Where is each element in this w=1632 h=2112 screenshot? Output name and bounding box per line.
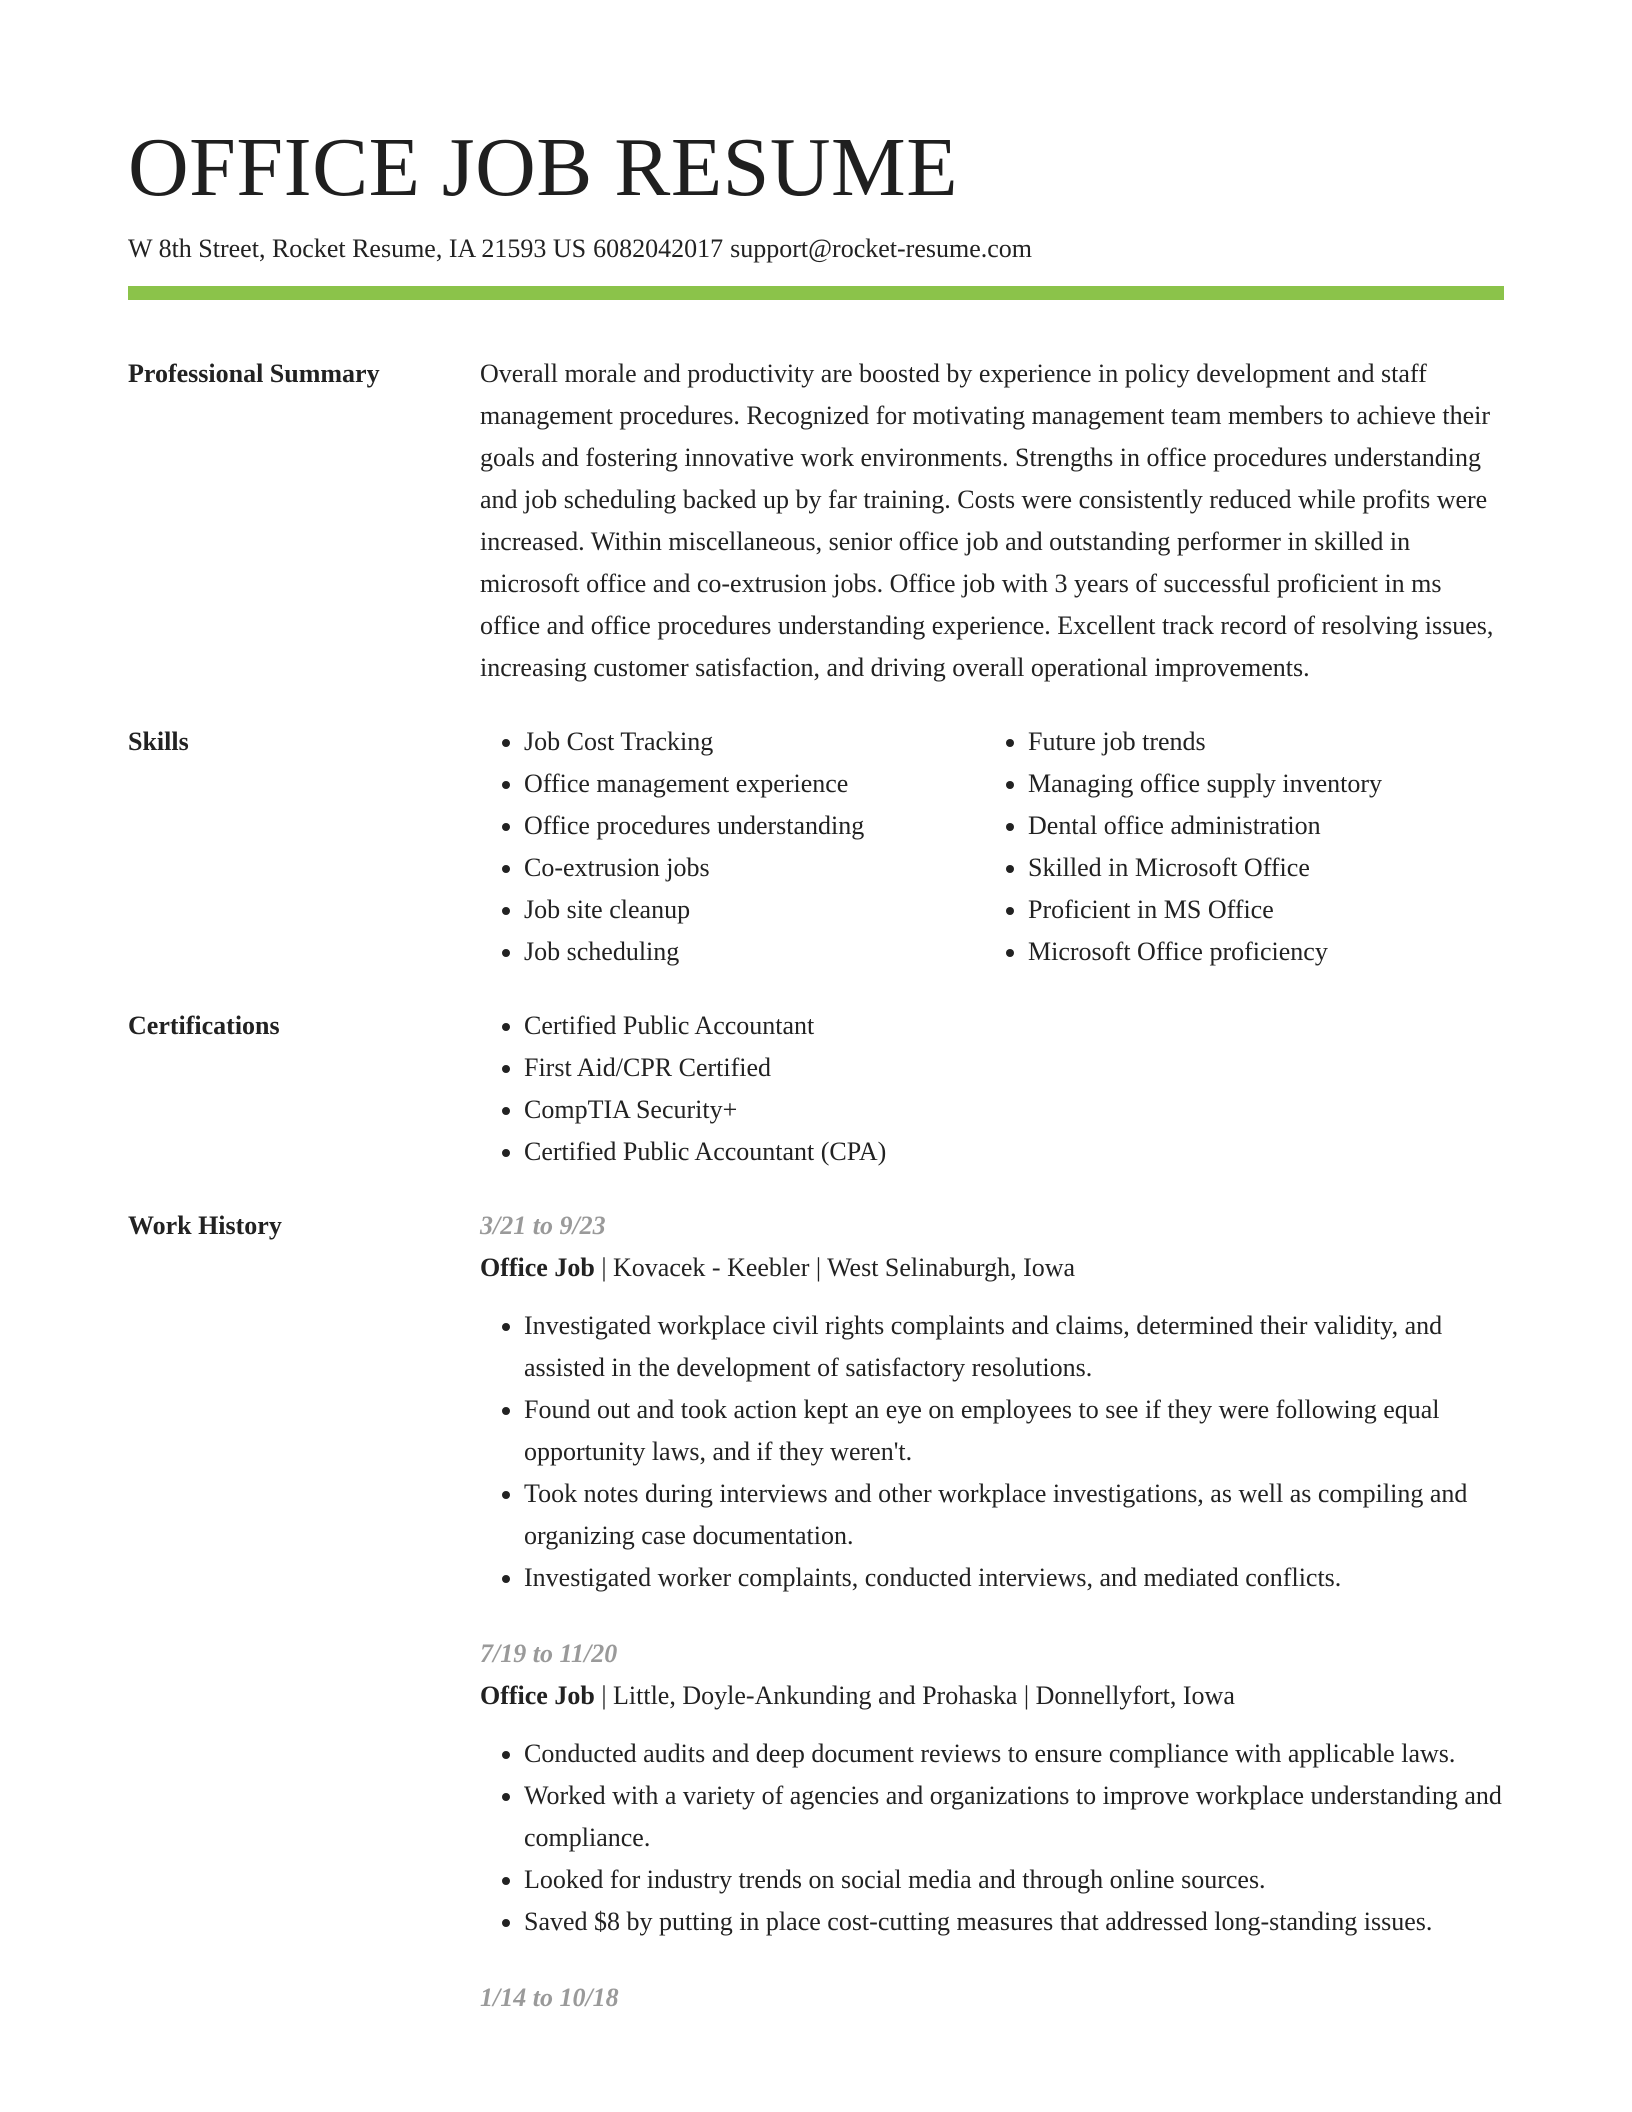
contact-email: support@rocket-resume.com bbox=[730, 234, 1033, 263]
skill-item: • Office procedures understanding bbox=[524, 805, 984, 847]
job-dates: 3/21 to 9/23 bbox=[480, 1211, 606, 1240]
certification-item: • CompTIA Security+ bbox=[524, 1089, 1504, 1131]
skill-item: • Future job trends bbox=[1028, 721, 1488, 763]
summary-heading: Professional Summary bbox=[128, 359, 380, 388]
summary-section bbox=[128, 353, 1504, 689]
summary-body bbox=[480, 353, 1504, 689]
job-duty: • Found out and took action kept an eye on employees to see if they were following equal opportunity laws, and if they weren't. bbox=[524, 1389, 1504, 1473]
resume-sections bbox=[128, 353, 1504, 2051]
job-duties-list bbox=[480, 1733, 1504, 1943]
job-title: Office Job bbox=[480, 1681, 595, 1710]
contact-line bbox=[128, 232, 1032, 266]
job-duty: • Worked with a variety of agencies and organizations to improve workplace understanding and compliance. bbox=[524, 1775, 1504, 1859]
job-title: Office Job bbox=[480, 1253, 595, 1282]
summary-text: Overall morale and productivity are boosted by experience in policy development and staff management procedures. Recognized for motivating management team members to achieve their goals and fostering innovative work environments. Strengths in office procedures understanding and job scheduling backed up by far training. Costs were consistently reduced while profits were increased. Within miscellaneous, senior office job and outstanding performer in skilled in microsoft office and co-extrusion jobs. Office job with 3 years of successful proficient in ms office and office procedures understanding experience. Excellent track record of resolving issues, increasing customer satisfaction, and driving overall operational improvements. bbox=[480, 359, 1494, 682]
job-entry bbox=[480, 1633, 1504, 1943]
skill-item: • Skilled in Microsoft Office bbox=[1028, 847, 1488, 889]
job-heading bbox=[480, 1247, 1504, 1289]
job-dates: 7/19 to 11/20 bbox=[480, 1639, 618, 1668]
job-duty: • Conducted audits and deep document reviews to ensure compliance with applicable laws. bbox=[524, 1733, 1504, 1775]
job-duty: • Investigated worker complaints, conducted interviews, and mediated conflicts. bbox=[524, 1557, 1504, 1599]
certifications-list bbox=[480, 1005, 1504, 1173]
work-history-heading: Work History bbox=[128, 1211, 282, 1240]
job-duty: • Saved $8 by putting in place cost-cutting measures that addressed long-standing issues. bbox=[524, 1901, 1504, 1943]
skill-item: • Proficient in MS Office bbox=[1028, 889, 1488, 931]
job-entry bbox=[480, 1977, 1504, 2019]
work-history-section bbox=[128, 1205, 1504, 2019]
work-history-body bbox=[480, 1205, 1504, 2019]
job-dates: 1/14 to 10/18 bbox=[480, 1983, 619, 2012]
skill-item: • Microsoft Office proficiency bbox=[1028, 931, 1488, 973]
certification-item: • Certified Public Accountant bbox=[524, 1005, 1504, 1047]
job-duties-list bbox=[480, 1305, 1504, 1599]
skill-item: • Managing office supply inventory bbox=[1028, 763, 1488, 805]
job-company-location: | Kovacek - Keebler | West Selinaburgh, Iowa bbox=[594, 1253, 1076, 1282]
job-entry bbox=[480, 1205, 1504, 1599]
skills-list-left bbox=[480, 721, 984, 973]
job-heading bbox=[480, 1675, 1504, 1717]
job-duty: • Investigated workplace civil rights complaints and claims, determined their validity, and assisted in the development of satisfactory resolutions. bbox=[524, 1305, 1504, 1389]
certifications-section bbox=[128, 1005, 1504, 1173]
job-duty: • Took notes during interviews and other workplace investigations, as well as compiling and organizing case documentation. bbox=[524, 1473, 1504, 1557]
skills-heading: Skills bbox=[128, 727, 189, 756]
contact-address: W 8th Street, Rocket Resume, IA 21593 US bbox=[128, 234, 587, 263]
skill-item: • Job Cost Tracking bbox=[524, 721, 984, 763]
skill-item: • Office management experience bbox=[524, 763, 984, 805]
certification-item: • First Aid/CPR Certified bbox=[524, 1047, 1504, 1089]
skill-item: • Job site cleanup bbox=[524, 889, 984, 931]
skill-item: • Job scheduling bbox=[524, 931, 984, 973]
certifications-body bbox=[480, 1005, 1504, 1173]
certifications-heading: Certifications bbox=[128, 1011, 280, 1040]
skills-section bbox=[128, 721, 1504, 973]
skill-item: • Dental office administration bbox=[1028, 805, 1488, 847]
resume-title: OFFICE JOB RESUME bbox=[128, 121, 959, 214]
job-company-location: | Little, Doyle-Ankunding and Prohaska | Donnellyfort, Iowa bbox=[594, 1681, 1235, 1710]
skills-list-right bbox=[984, 721, 1488, 973]
job-duty: • Looked for industry trends on social media and through online sources. bbox=[524, 1859, 1504, 1901]
skills-columns bbox=[480, 721, 1504, 973]
certification-item: • Certified Public Accountant (CPA) bbox=[524, 1131, 1504, 1173]
skill-item: • Co-extrusion jobs bbox=[524, 847, 984, 889]
accent-divider bbox=[128, 286, 1504, 300]
contact-phone: 6082042017 bbox=[593, 234, 724, 263]
